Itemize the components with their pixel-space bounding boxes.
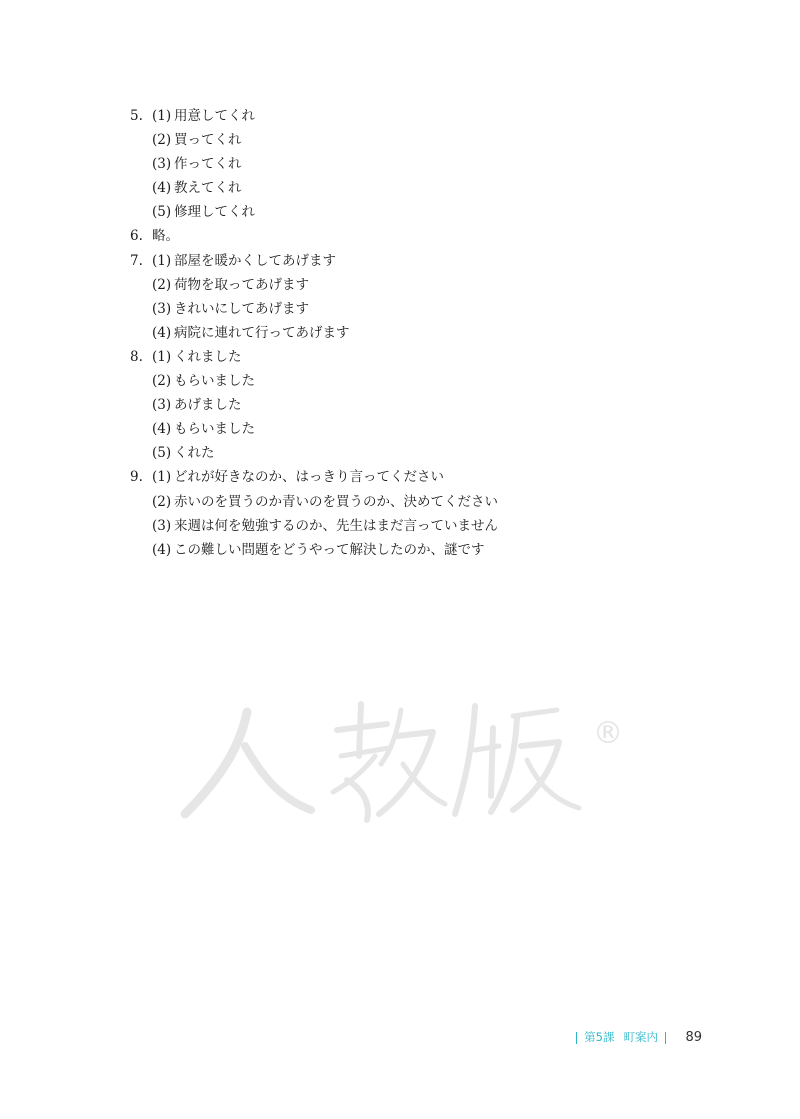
answer-text: もらいました (174, 421, 255, 438)
answer-line (130, 152, 498, 176)
sub-label: (5) (152, 445, 172, 462)
answer-text: 修理してくれ (174, 204, 255, 221)
answer-text: この難しい問題をどうやって解決したのか、謎です (174, 541, 485, 558)
question-number: 5. (130, 108, 143, 124)
answer-line (130, 417, 498, 441)
answer-line (130, 249, 498, 273)
page-footer (569, 1026, 702, 1048)
registered-mark: ® (593, 716, 623, 751)
answer-text: 病院に連れて行ってあげます (174, 324, 350, 341)
question-number: 6. (130, 228, 143, 245)
answer-text: 教えてくれ (174, 180, 242, 197)
sub-label: (1) (152, 108, 172, 124)
question-number: 7. (130, 252, 143, 269)
sub-label: (4) (152, 421, 172, 438)
answer-text: もらいました (174, 373, 255, 390)
publisher-watermark (175, 690, 635, 830)
answer-line (130, 104, 498, 128)
answer-line (130, 514, 498, 538)
answer-list (130, 104, 498, 562)
answer-line (130, 393, 498, 417)
sub-label: (3) (152, 517, 172, 534)
answer-text: くれた (174, 445, 215, 462)
answer-text: 略。 (152, 228, 179, 245)
sub-label: (3) (152, 397, 172, 414)
sub-label: (1) (152, 348, 172, 365)
sub-label: (3) (152, 300, 172, 317)
page-number: 89 (685, 1030, 702, 1045)
answer-line (130, 224, 498, 248)
answer-line (130, 538, 498, 562)
question-number: 8. (130, 348, 143, 365)
answer-text: 用意してくれ (174, 108, 255, 124)
answer-line (130, 321, 498, 345)
sub-label: (1) (152, 469, 172, 486)
watermark-calligraphy (175, 690, 595, 830)
answer-text: 来週は何を勉強するのか、先生はまだ言っていません (174, 517, 498, 534)
sub-label: (2) (152, 493, 172, 510)
answer-text: 赤いのを買うのか青いのを買うのか、決めてください (174, 493, 498, 510)
answer-text: どれが好きなのか、はっきり言ってください (174, 469, 444, 486)
answer-text: 作ってくれ (174, 156, 242, 173)
footer-title: 町案内 (623, 1030, 658, 1044)
sub-label: (4) (152, 541, 172, 558)
footer-chapter: 第5課 (584, 1030, 615, 1044)
question-number: 9. (130, 469, 143, 486)
answer-line (130, 200, 498, 224)
answer-line (130, 297, 498, 321)
sub-label: (4) (152, 180, 172, 197)
sub-label: (3) (152, 156, 172, 173)
answer-text: きれいにしてあげます (174, 300, 309, 317)
answer-line (130, 176, 498, 200)
answer-line (130, 490, 498, 514)
footer-divider (665, 1032, 667, 1044)
sub-label: (4) (152, 324, 172, 341)
answer-line (130, 441, 498, 465)
sub-label: (5) (152, 204, 172, 221)
sub-label: (1) (152, 252, 172, 269)
answer-line (130, 128, 498, 152)
sub-label: (2) (152, 276, 172, 293)
answer-text: 部屋を暖かくしてあげます (174, 252, 336, 269)
answer-text: くれました (174, 348, 242, 365)
answer-line (130, 465, 498, 489)
answer-line (130, 273, 498, 297)
answer-text: あげました (174, 397, 242, 414)
footer-divider (576, 1032, 578, 1044)
answer-line (130, 369, 498, 393)
sub-label: (2) (152, 132, 172, 149)
answer-text: 買ってくれ (174, 132, 242, 149)
answer-line (130, 345, 498, 369)
sub-label: (2) (152, 373, 172, 390)
answer-text: 荷物を取ってあげます (174, 276, 309, 293)
